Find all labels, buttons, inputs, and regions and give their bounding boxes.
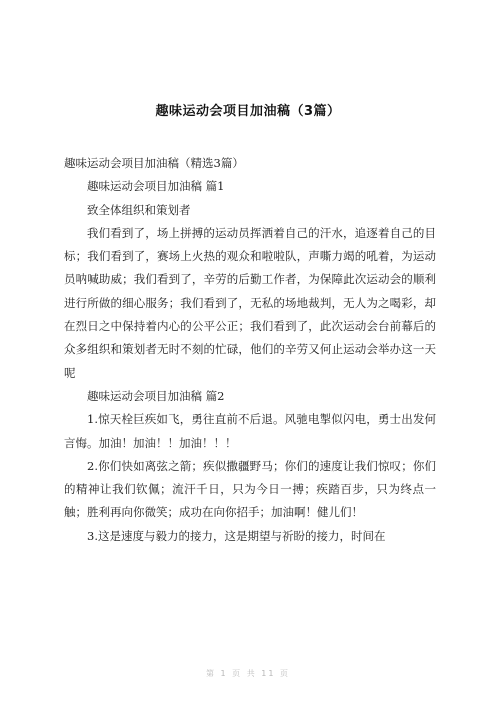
paragraph-heading-2: 趣味运动会项目加油稿 篇2	[87, 388, 225, 403]
paragraph-item-3: 3.这是速度与毅力的接力，这是期望与祈盼的接力，时间在	[87, 528, 386, 543]
paragraph-body-1: 我们看到了，场上拼搏的运动员挥洒着自己的汗水，追逐着自己的目标；我们看到了，赛场上火热的观众和啦啦队，声嘶力竭的吼着，为运动员呐喊助威；我们看到了，辛劳的后勤工作者，为保障此次运动会的顺利进行所做的细心服务；我们看到了，无私的场地裁判，无人为之喝彩，却在烈日之中保持着内心的公平公正；我们看到了，此次运动会台前幕后的众多组织和策划者无时不刻的忙碌，他们的辛劳又何止运动会举办这一天呢	[64, 225, 436, 380]
paragraph-greeting: 致全体组织和策划者	[87, 202, 191, 217]
document-body	[64, 152, 436, 548]
paragraph-heading-1: 趣味运动会项目加油稿 篇1	[87, 179, 225, 194]
document-title: 趣味运动会项目加油稿（3篇）	[155, 104, 341, 119]
paragraph-item-1: 1.惊天栓巨疾如飞，勇往直前不后退。风驰电掣似闪电，勇士出发何言悔。加油！加油！！加油！！！	[64, 412, 436, 450]
paragraph-subtitle: 趣味运动会项目加油稿（精选3篇）	[64, 156, 244, 170]
paragraph-item-2: 2.你们快如离弦之箭；疾似撒疆野马；你们的速度让我们惊叹；你们的精神让我们钦佩；流汗千日，只为今日一搏；疾踏百步，只为终点一触；胜利再向你微笑；成功在向你招手；加油啊！健儿们！	[64, 458, 436, 520]
page-footer: 第 1 页 共 11 页	[206, 669, 290, 678]
